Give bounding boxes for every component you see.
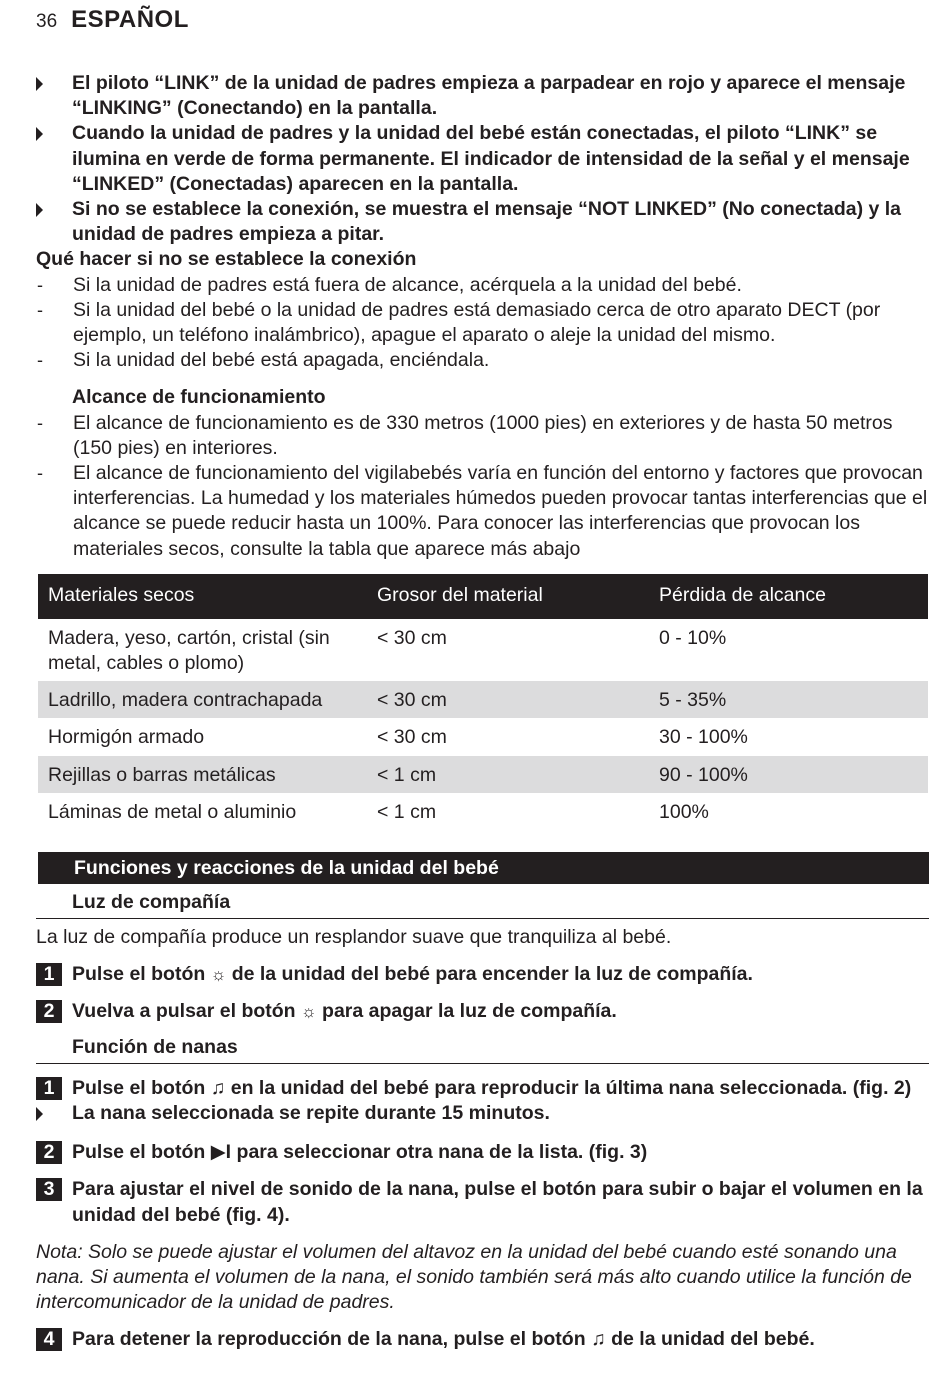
- dash-marker: -: [37, 299, 43, 320]
- table-row: [38, 681, 928, 718]
- subsection-heading: Luz de compañía: [36, 884, 929, 919]
- dash-marker: -: [37, 463, 43, 484]
- music-note-icon: ♫: [210, 1076, 226, 1099]
- next-track-icon: ▶I: [210, 1141, 232, 1164]
- step-item: [36, 1177, 929, 1227]
- table-cell: < 1 cm: [367, 756, 649, 793]
- page-content: [36, 71, 929, 1353]
- arrow-bullet-icon: [36, 1101, 72, 1128]
- table-row: [38, 756, 928, 793]
- dash-marker: -: [37, 412, 43, 433]
- table-cell: 90 - 100%: [649, 756, 928, 793]
- table-cell: < 1 cm: [377, 800, 437, 823]
- step-text: Para detener la reproducción de la nana, pulse el botón ♫ de la unidad del bebé.: [72, 1328, 815, 1351]
- subsection-heading: Función de nanas: [36, 1029, 929, 1064]
- table-cell: Ladrillo, madera contrachapada: [38, 681, 367, 718]
- range-loss-table: [38, 574, 928, 830]
- step-number: 2: [36, 1000, 62, 1023]
- arrow-bullet-icon: [36, 71, 72, 121]
- nightlight-icon: ☼: [301, 1002, 317, 1022]
- table-cell: 5 - 35%: [649, 681, 928, 718]
- table-cell: < 30 cm: [367, 681, 649, 718]
- step-item: [36, 1076, 929, 1101]
- intro-paragraph: La luz de compañía produce un resplandor suave que tranquiliza al bebé.: [36, 926, 672, 949]
- bullet-item: [36, 197, 929, 247]
- language-title: ESPAÑOL: [71, 6, 189, 33]
- step-number: 1: [36, 963, 62, 986]
- table-header-cell: Materiales secos: [38, 574, 367, 619]
- table-cell: 0 - 10%: [659, 626, 727, 649]
- dash-text: Si la unidad del bebé está apagada, enciéndala.: [73, 349, 490, 372]
- bullet-text: El piloto “LINK” de la unidad de padres empieza a parpadear en rojo y aparece el mensaje “LINKING” (Conectando) en la pantalla.: [72, 72, 906, 120]
- step-text: Vuelva a pulsar el botón ☼ para apagar la luz de compañía.: [72, 999, 929, 1024]
- bullet-item: [36, 121, 929, 197]
- dash-text: Si la unidad de padres está fuera de alcance, acérquela a la unidad del bebé.: [73, 273, 742, 296]
- music-note-icon: ♫: [591, 1328, 606, 1351]
- step-number: 2: [36, 1141, 62, 1164]
- table-cell: Láminas de metal o aluminio: [48, 800, 297, 823]
- dash-marker: -: [37, 274, 43, 295]
- section-bar-heading: Funciones y reacciones de la unidad del bebé: [38, 852, 929, 884]
- step-text: Pulse el botón ☼ de la unidad del bebé para encender la luz de compañía.: [72, 962, 929, 987]
- table-row: [38, 793, 928, 830]
- table-header-cell: Grosor del material: [367, 574, 649, 619]
- dash-item: [36, 348, 929, 373]
- step-item: [36, 962, 929, 987]
- dash-text: El alcance de funcionamiento es de 330 metros (1000 pies) en exteriores y de hasta 50 metros (150 pies) en interiores.: [73, 411, 893, 459]
- table-cell: 100%: [659, 800, 709, 823]
- step-item: [36, 999, 929, 1024]
- step-number: 1: [36, 1077, 62, 1100]
- step-item: [36, 1327, 929, 1352]
- table-cell: < 30 cm: [377, 626, 447, 649]
- dash-item: [36, 461, 929, 562]
- table-cell: Hormigón armado: [48, 726, 205, 749]
- bullet-item: [36, 71, 929, 121]
- page-number: 36: [36, 11, 58, 32]
- dash-item: [36, 273, 929, 298]
- table-header-cell: Pérdida de alcance: [649, 574, 928, 619]
- subsection-heading: Alcance de funcionamiento: [72, 386, 326, 409]
- step-number: 4: [36, 1328, 62, 1351]
- page-header: [36, 6, 189, 36]
- result-text: La nana seleccionada se repite durante 15 minutos.: [72, 1101, 550, 1124]
- result-item: [36, 1101, 929, 1128]
- nightlight-icon: ☼: [210, 965, 227, 985]
- section-heading: Qué hacer si no se establece la conexión: [36, 248, 417, 271]
- step-item: [36, 1140, 929, 1165]
- bullet-text: Si no se establece la conexión, se muestra el mensaje “NOT LINKED” (No conectada) y la unidad de padres empieza a pitar.: [72, 198, 902, 246]
- arrow-bullet-icon: [36, 121, 72, 197]
- dash-text: El alcance de funcionamiento del vigilabebés varía en función del entorno y factores que provocan interferencias. La humedad y los materiales húmedos pueden provocar tantas interferencias que el alcance se puede reducir hasta un 100%. Para conocer las interferencias que provocan los materiales secos, consulte la tabla que aparece más abajo: [73, 462, 928, 560]
- table-header-row: [38, 574, 928, 619]
- arrow-bullet-icon: [36, 197, 72, 247]
- table-cell: < 30 cm: [377, 726, 447, 749]
- step-text: Para ajustar el nivel de sonido de la nana, pulse el botón para subir o bajar el volumen en la unidad del bebé (fig. 4).: [72, 1178, 923, 1226]
- table-row: [38, 718, 928, 755]
- dash-text: Si la unidad del bebé o la unidad de padres está demasiado cerca de otro aparato DECT (por ejemplo, un teléfono inalámbrico), apague el aparato o aleje la unidad del mismo.: [73, 298, 881, 347]
- table-cell: Madera, yeso, cartón, cristal (sin metal, cables o plomo): [48, 626, 330, 675]
- bullet-text: Cuando la unidad de padres y la unidad del bebé están conectadas, el piloto “LINK” se ilumina en verde de forma permanente. El indicador de intensidad de la señal y el mensaje “LINKED” (Conectadas) aparecen en la pantalla.: [72, 122, 910, 195]
- dash-item: [36, 298, 929, 348]
- step-text: Pulse el botón ♫ en la unidad del bebé para reproducir la última nana seleccionada. (fig. 2): [72, 1076, 912, 1099]
- table-cell: 30 - 100%: [659, 726, 748, 749]
- dash-marker: -: [37, 350, 43, 371]
- table-row: [38, 619, 928, 681]
- note-paragraph: Nota: Solo se puede ajustar el volumen del altavoz en la unidad del bebé cuando esté sonando una nana. Si aumenta el volumen de la nana, el sonido también será más alto cuando utilice la función de intercomunicador de la unidad de padres.: [36, 1240, 912, 1314]
- step-text: Pulse el botón ▶I para seleccionar otra nana de la lista. (fig. 3): [72, 1141, 648, 1164]
- table-cell: Rejillas o barras metálicas: [38, 756, 367, 793]
- step-number: 3: [36, 1178, 62, 1201]
- dash-item: [36, 411, 929, 461]
